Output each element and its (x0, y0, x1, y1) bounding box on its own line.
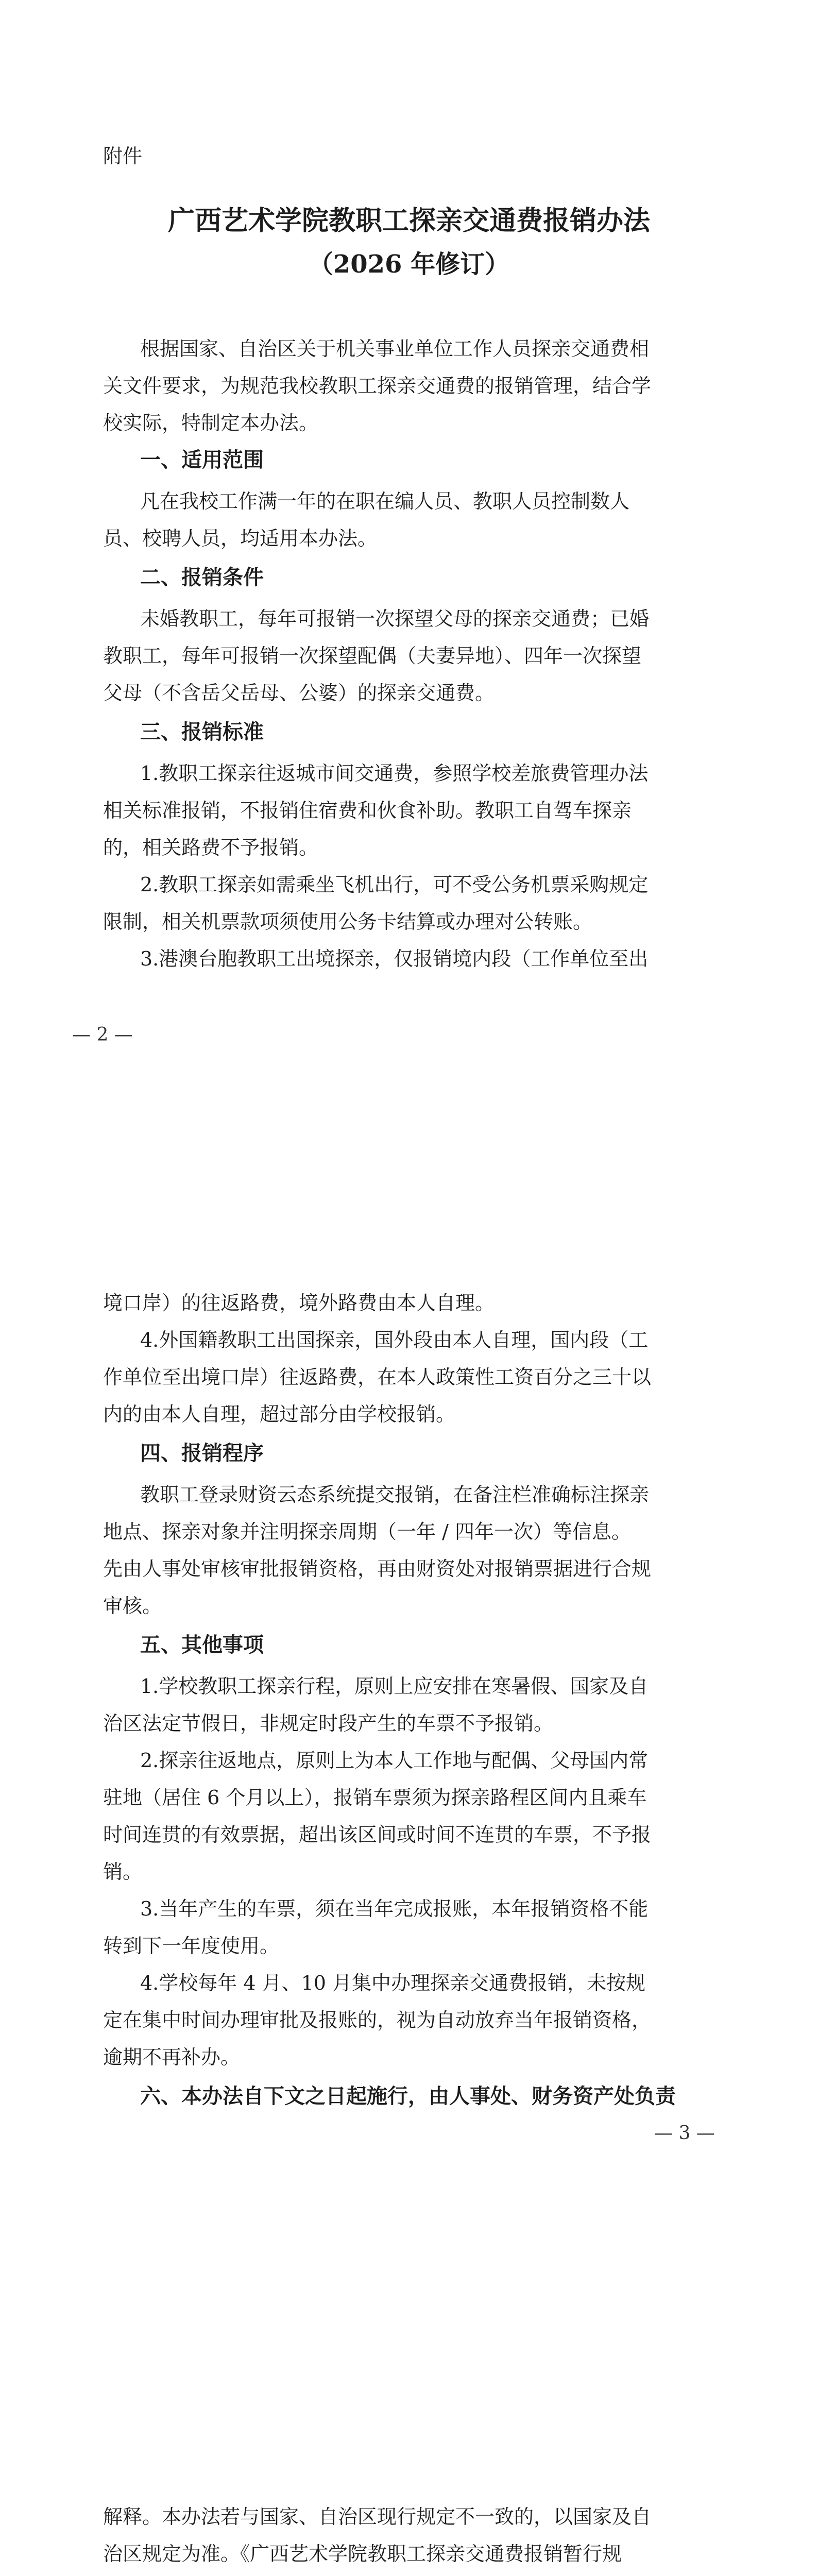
document-title: 广西艺术学院教职工探亲交通费报销办法 (167, 205, 650, 236)
body-line: 2.教职工探亲如需乘坐飞机出行，可不受公务机票采购规定 (140, 873, 649, 896)
intro-line: 根据国家、自治区关于机关事业单位工作人员探亲交通费相 (140, 337, 650, 360)
body-line: 先由人事处审核审批报销资格，再由财资处对报销票据进行合规 (103, 1557, 652, 1580)
body-line: 教职工，每年可报销一次探望配偶（夫妻异地）、四年一次探望 (103, 645, 642, 667)
page-number: — 3 — (654, 2123, 715, 2144)
body-line: 1.学校教职工探亲行程，原则上应安排在寒暑假、国家及自 (140, 1675, 649, 1698)
body-line: 审核。 (103, 1595, 162, 1617)
body-line: 4.外国籍教职工出国探亲，国外段由本人自理，国内段（工 (140, 1329, 649, 1351)
body-line: 4.学校每年 4 月、10 月集中办理探亲交通费报销，未按规 (140, 1972, 646, 1994)
page-number: — 2 — (72, 1024, 133, 1045)
body-line: 未婚教职工，每年可报销一次探望父母的探亲交通费；已婚 (140, 607, 650, 630)
document-page-3 (0, 1082, 818, 2293)
body-line: 转到下一年度使用。 (103, 1935, 280, 1957)
body-line: 逾期不再补办。 (103, 2046, 241, 2069)
document-subtitle: （2026 年修订） (308, 250, 510, 279)
section-heading-conditions: 二、报销条件 (140, 566, 264, 589)
body-line: 境口岸）的往返路费，境外路费由本人自理。 (103, 1292, 495, 1314)
body-line: 1.教职工探亲往返城市间交通费，参照学校差旅费管理办法 (140, 762, 649, 785)
body-line: 父母（不含岳父岳母、公婆）的探亲交通费。 (103, 682, 495, 704)
section-heading-scope: 一、适用范围 (140, 448, 264, 472)
body-line: 3.港澳台胞教职工出境探亲，仅报销境内段（工作单位至出 (140, 947, 649, 970)
body-line: 销。 (103, 1860, 143, 1883)
body-line: 内的由本人自理，超过部分由学校报销。 (103, 1403, 456, 1426)
body-line: 2.探亲往返地点，原则上为本人工作地与配偶、父母国内常 (140, 1749, 649, 1772)
body-line: 限制，相关机票款项须使用公务卡结算或办理对公转账。 (103, 910, 593, 933)
body-line: 治区法定节假日，非规定时段产生的车票不予报销。 (103, 1712, 554, 1735)
document-page-2 (0, 0, 818, 1082)
body-line: 凡在我校工作满一年的在职在编人员、教职人员控制数人 (140, 490, 630, 513)
body-line: 教职工登录财资云态系统提交报销，在备注栏准确标注探亲 (140, 1483, 650, 1506)
body-line: 员、校聘人员，均适用本办法。 (103, 527, 378, 550)
section-heading-standards: 三、报销标准 (140, 720, 264, 744)
section-heading-effective: 六、本办法自下文之日起施行，由人事处、财务资产处负责 (140, 2084, 676, 2108)
body-line: 地点、探亲对象并注明探亲周期（一年 / 四年一次）等信息。 (103, 1520, 631, 1543)
section-heading-procedure: 四、报销程序 (140, 1442, 264, 1465)
body-line: 治区规定为准。《广西艺术学院教职工探亲交通费报销暂行规 (103, 2543, 622, 2565)
document-page-4 (0, 2293, 818, 2576)
intro-line: 关文件要求，为规范我校教职工探亲交通费的报销管理，结合学 (103, 375, 652, 397)
intro-line: 校实际，特制定本办法。 (103, 412, 319, 434)
body-line: 时间连贯的有效票据，超出该区间或时间不连贯的车票，不予报 (103, 1823, 652, 1846)
body-line: 的，相关路费不予报销。 (103, 836, 319, 859)
body-line: 定在集中时间办理审批及报账的，视为自动放弃当年报销资格， (103, 2009, 652, 2031)
body-line: 解释。本办法若与国家、自治区现行规定不一致的，以国家及自 (103, 2505, 652, 2528)
section-heading-other: 五、其他事项 (140, 1633, 264, 1657)
body-line: 驻地（居住 6 个月以上），报销车票须为探亲路程区间内且乘车 (103, 1786, 647, 1809)
body-line: 3.当年产生的车票，须在当年完成报账，本年报销资格不能 (140, 1897, 649, 1920)
attachment-label: 附件 (103, 145, 143, 167)
body-line: 相关标准报销，不报销住宿费和伙食补助。教职工自驾车探亲 (103, 799, 632, 822)
body-line: 作单位至出境口岸）往返路费，在本人政策性工资百分之三十以 (103, 1366, 652, 1388)
